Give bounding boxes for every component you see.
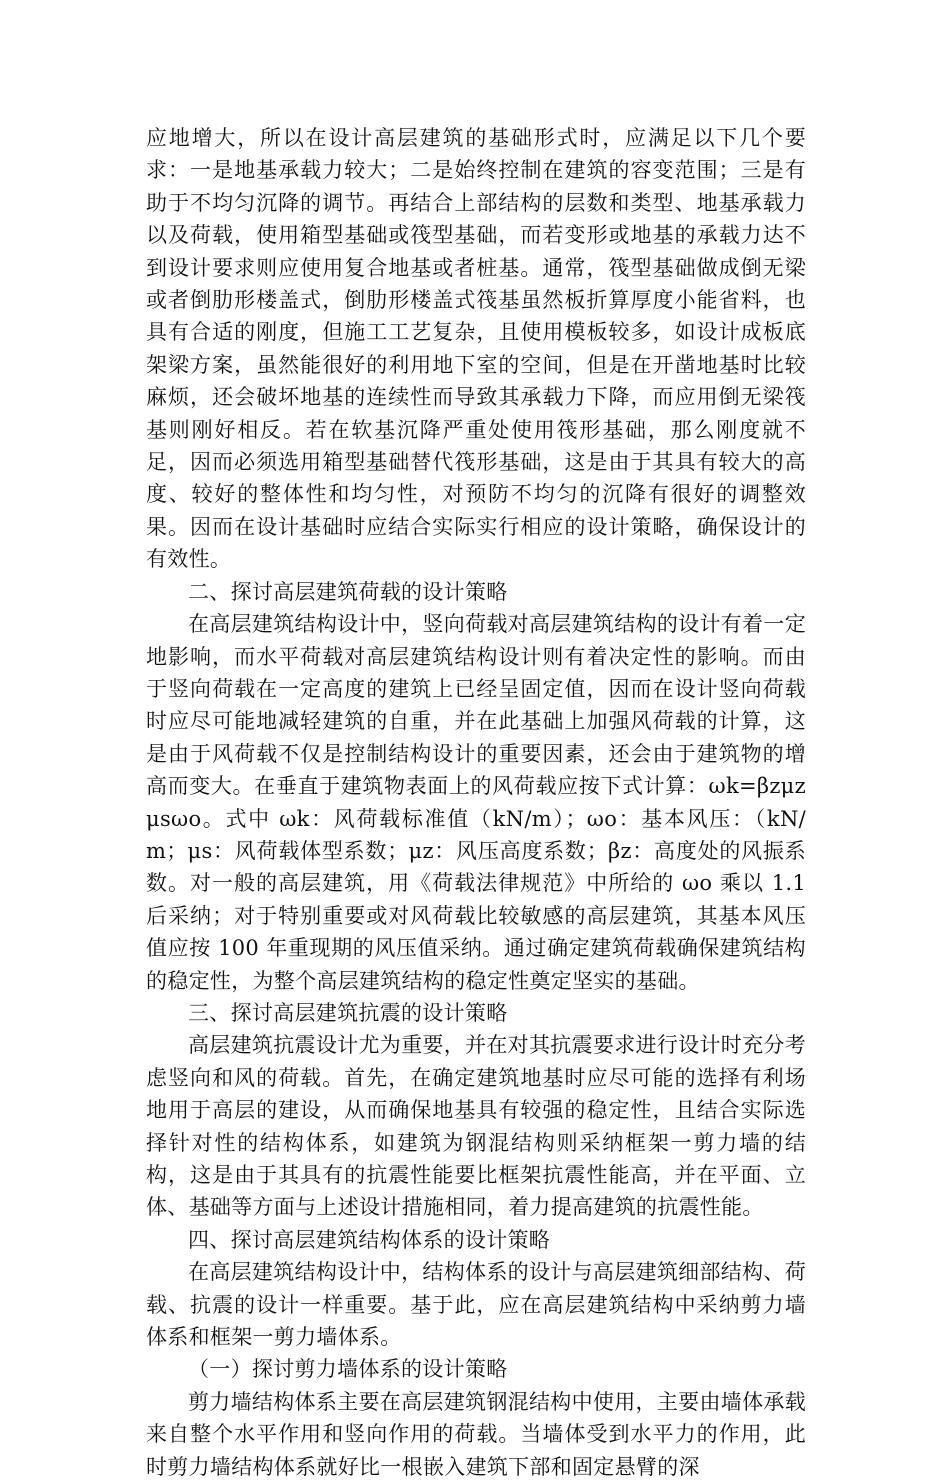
section-heading-seismic-design: 三、探讨高层建筑抗震的设计策略 xyxy=(188,1000,508,1025)
paragraph-shear-wall: 剪力墙结构体系主要在高层建筑钢混结构中使用，主要由墙体承载来自整个水平作用和竖向作用的荷载。当墙体受到水平力的作用，此时剪力墙结构体系就好比一根嵌入建筑下部和固定悬臂的深 xyxy=(146,1389,806,1479)
section-heading-load-design: 二、探讨高层建筑荷载的设计策略 xyxy=(188,579,508,604)
paragraph-load-design: 在高层建筑结构设计中，竖向荷载对高层建筑结构的设计有着一定地影响，而水平荷载对高层建筑结构设计则有着决定性的影响。而由于竖向荷载在一定高度的建筑上已经呈固定值，因而在设计竖向荷载时应尽可能地减轻建筑的自重，并在此基础上加强风荷载的计算，这是由于风荷载不仅是控制结构设计的重要因素，还会由于建筑物的增高而变大。在垂直于建筑物表面上的风荷载应按下式计算：ωk=βzμzμsωo。式中 ωk：风荷载标准值（kN/m）；ωo：基本风压：（kN/m；μs：风荷载体型系数；μz：风压高度系数；βz：高度处的风振系数。对一般的高层建筑，用《荷载法律规范》中所给的 ωo 乘以 1.1 后采纳；对于特别重要或对风荷载比较敏感的高层建筑，其基本风压值应按 100 年重现期的风压值采纳。通过确定建筑荷载确保建筑结构的稳定性，为整个高层建筑结构的稳定性奠定坚实的基础。 xyxy=(146,612,806,993)
paragraph-foundation-continued: 应地增大，所以在设计高层建筑的基础形式时，应满足以下几个要求：一是地基承载力较大；二是始终控制在建筑的容变范围；三是有助于不均匀沉降的调节。再结合上部结构的层数和类型、地基承载力以及荷载，使用箱型基础或筏型基础，而若变形或地基的承载力达不到设计要求则应使用复合地基或者桩基。通常，筏型基础做成倒无梁或者倒肋形楼盖式，倒肋形楼盖式筏基虽然板折算厚度小能省料，也具有合适的刚度，但施工工艺复杂，且使用模板较多，如设计成板底架梁方案，虽然能很好的利用地下室的空间，但是在开凿地基时比较麻烦，还会破坏地基的连续性而导致其承载力下降，而应用倒无梁筏基则刚好相反。若在软基沉降严重处使用筏形基础，那么刚度就不足，因而必须选用箱型基础替代筏形基础，这是由于其具有较大的高度、较好的整体性和均匀性，对预防不均匀的沉降有很好的调整效果。因而在设计基础时应结合实际实行相应的设计策略，确保设计的有效性。 xyxy=(146,126,806,572)
section-heading-structural-system: 四、探讨高层建筑结构体系的设计策略 xyxy=(188,1227,551,1252)
paragraph-structural-system: 在高层建筑结构设计中，结构体系的设计与高层建筑细部结构、荷载、抗震的设计一样重要。基于此，应在高层建筑结构中采纳剪力墙体系和框架一剪力墙体系。 xyxy=(146,1260,806,1350)
document-page xyxy=(146,122,806,1483)
subsection-heading-shear-wall: （一）探讨剪力墙体系的设计策略 xyxy=(188,1357,508,1382)
paragraph-seismic-design: 高层建筑抗震设计尤为重要，并在对其抗震要求进行设计时充分考虑竖向和风的荷载。首先，在确定建筑地基时应尽可能的选择有利场地用于高层的建设，从而确保地基具有较强的稳定性，且结合实际选择针对性的结构体系，如建筑为钢混结构则采纳框架一剪力墙的结构，这是由于其具有的抗震性能要比框架抗震性能高，并在平面、立体、基础等方面与上述设计措施相同，着力提高建筑的抗震性能。 xyxy=(146,1033,806,1220)
